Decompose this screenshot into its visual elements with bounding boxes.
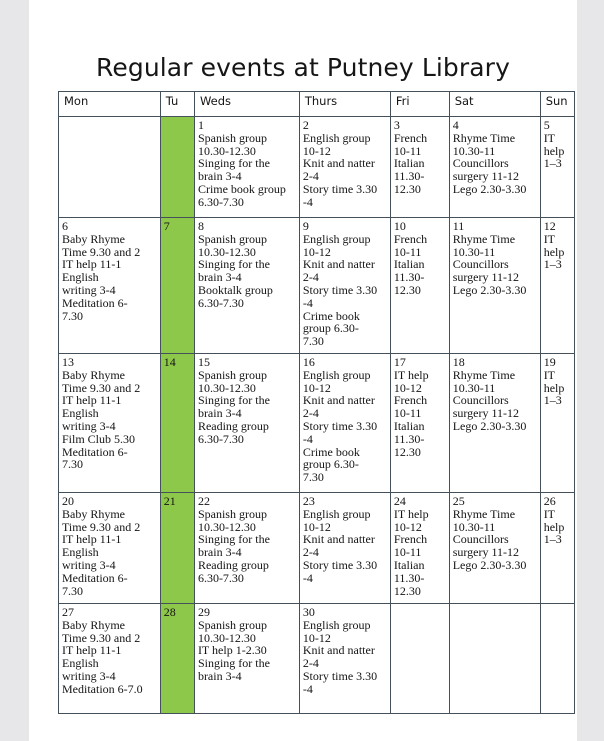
event-line: brain 3-4 (197, 668, 242, 683)
day-cell-tu (160, 117, 194, 218)
event-line: 12.30 (393, 181, 421, 196)
day-number: 15 (197, 355, 210, 369)
event-line: Lego 2.30-3.30 (452, 418, 527, 433)
event-line: 11.30- (393, 270, 425, 285)
event-line: help (543, 143, 565, 158)
day-number: 19 (543, 355, 556, 369)
event-line: Story time 3.30 (302, 418, 378, 433)
day-cell-sat (449, 117, 540, 218)
day-number: 3 (393, 118, 400, 132)
event-line: 12.30 (393, 444, 421, 459)
event-line: English group (302, 367, 371, 382)
event-line: Time 9.30 and 2 (62, 380, 141, 395)
event-line: 11.30- (393, 570, 425, 585)
event-line: Crime book group (197, 181, 286, 196)
day-cell-fri (390, 354, 449, 493)
week-row (59, 117, 575, 218)
event-line: Meditation 6- (62, 444, 128, 459)
poster-page (29, 0, 577, 741)
day-number: 27 (62, 605, 74, 619)
event-line: help (543, 519, 565, 534)
day-number: 24 (393, 494, 406, 508)
event-line: Knit and natter (302, 532, 375, 547)
event-line: 6.30-7.30 (197, 431, 244, 446)
event-line: Meditation 6- (62, 295, 128, 310)
event-line: Singing for the (197, 532, 270, 547)
event-line: 12.30 (393, 583, 421, 598)
day-cell-sun (540, 604, 574, 714)
day-cell-sun (540, 493, 574, 604)
day-number: 10 (393, 219, 406, 233)
event-line: English group (302, 130, 371, 145)
week-row (59, 604, 575, 714)
event-line: Italian (393, 418, 425, 433)
event-line: 7.30 (62, 308, 83, 323)
event-line: 10.30-11 (452, 519, 496, 534)
event-line: Italian (393, 257, 425, 272)
event-line: writing 3-4 (62, 418, 116, 433)
event-line: IT help (393, 506, 429, 521)
day-cell-thurs (299, 354, 390, 493)
event-line: Councillors (452, 393, 509, 408)
event-line: Lego 2.30-3.30 (452, 557, 527, 572)
event-line: Spanish group (197, 367, 267, 382)
event-line: brain 3-4 (197, 270, 242, 285)
event-line: -4 (302, 570, 313, 585)
header-row (59, 92, 575, 117)
day-cell-tu (160, 354, 194, 493)
header-weds: Weds (194, 92, 299, 117)
event-line: IT (543, 506, 556, 521)
day-number: 23 (302, 494, 315, 508)
event-line: writing 3-4 (62, 557, 116, 572)
day-cell-mon (59, 604, 161, 714)
event-line: 10.30-12.30 (197, 630, 256, 645)
event-line: French (393, 231, 428, 246)
header-fri: Fri (390, 92, 449, 117)
event-line: IT help (393, 367, 429, 382)
event-line: Baby Rhyme (62, 367, 125, 382)
event-line: 10-11 (393, 143, 422, 158)
event-line: group 6.30- (302, 457, 359, 472)
day-cell-weds (194, 493, 299, 604)
day-cell-sat (449, 604, 540, 714)
event-line: 11.30- (393, 431, 425, 446)
events-calendar (58, 91, 575, 714)
day-number: 16 (302, 355, 315, 369)
event-line: 10-11 (393, 545, 422, 560)
event-line: English (62, 270, 99, 285)
day-cell-mon (59, 117, 161, 218)
event-line: writing 3-4 (62, 668, 116, 683)
event-line: Italian (393, 156, 425, 171)
day-cell-fri (390, 493, 449, 604)
day-number: 22 (197, 494, 210, 508)
event-line: Councillors (452, 257, 509, 272)
event-line: French (393, 532, 428, 547)
event-line: 10.30-11 (452, 143, 496, 158)
header-sat: Sat (449, 92, 540, 117)
event-line: surgery 11-12 (452, 169, 520, 184)
day-cell-thurs (299, 493, 390, 604)
event-line: Baby Rhyme (62, 231, 125, 246)
event-line: -4 (302, 681, 313, 696)
event-line: writing 3-4 (62, 282, 116, 297)
day-number: 29 (197, 605, 210, 619)
event-line: Knit and natter (302, 156, 375, 171)
event-line: 11.30- (393, 169, 425, 184)
event-line: Spanish group (197, 506, 267, 521)
event-line: English group (302, 231, 371, 246)
week-row (59, 354, 575, 493)
event-line: Rhyme Time (452, 231, 516, 246)
event-line: Meditation 6-7.0 (62, 681, 143, 696)
event-line: Story time 3.30 (302, 557, 378, 572)
event-line: 10-12 (393, 519, 422, 534)
event-line: Singing for the (197, 156, 270, 171)
event-line: surgery 11-12 (452, 545, 520, 560)
header-mon: Mon (59, 92, 161, 117)
day-number: 20 (62, 494, 74, 508)
event-line: Baby Rhyme (62, 506, 125, 521)
event-line: English group (302, 617, 371, 632)
event-line: Knit and natter (302, 643, 375, 658)
event-line: IT (543, 367, 556, 382)
day-number: 12 (543, 219, 556, 233)
day-cell-mon (59, 493, 161, 604)
event-line: brain 3-4 (197, 545, 242, 560)
event-line: Italian (393, 557, 425, 572)
event-line: -4 (302, 431, 313, 446)
day-cell-weds (194, 354, 299, 493)
day-number: 11 (452, 219, 465, 233)
event-line: -4 (302, 194, 313, 209)
event-line: 2-4 (302, 656, 319, 671)
week-row (59, 493, 575, 604)
day-cell-sat (449, 354, 540, 493)
event-line: 10-12 (302, 143, 331, 158)
header-thurs: Thurs (299, 92, 390, 117)
event-line: 10-12 (302, 380, 331, 395)
day-number: 5 (543, 118, 550, 132)
day-cell-weds (194, 604, 299, 714)
event-line: Crime book (302, 308, 360, 323)
day-cell-tu (160, 493, 194, 604)
day-number: 25 (452, 494, 465, 508)
event-line: 12.30 (393, 282, 421, 297)
event-line: 10-11 (393, 244, 422, 259)
event-line: 6.30-7.30 (197, 295, 244, 310)
day-cell-fri (390, 218, 449, 354)
day-number: 6 (62, 219, 68, 233)
event-line: Spanish group (197, 231, 267, 246)
day-cell-tu (160, 604, 194, 714)
day-number: 17 (393, 355, 406, 369)
event-line: Time 9.30 and 2 (62, 519, 141, 534)
event-line: 2-4 (302, 545, 319, 560)
page-title: Regular events at Putney Library (96, 53, 510, 82)
event-line: 10.30-12.30 (197, 143, 256, 158)
event-line: French (393, 130, 428, 145)
event-line: 1–3 (543, 257, 562, 272)
event-line: -4 (302, 295, 313, 310)
event-line: Lego 2.30-3.30 (452, 282, 527, 297)
event-line: 7.30 (62, 457, 83, 472)
event-line: Knit and natter (302, 257, 375, 272)
day-number: 30 (302, 605, 315, 619)
day-cell-thurs (299, 604, 390, 714)
day-number: 18 (452, 355, 465, 369)
event-line: surgery 11-12 (452, 270, 520, 285)
event-line: 10-12 (393, 380, 422, 395)
event-line: IT (543, 130, 556, 145)
event-line: surgery 11-12 (452, 406, 520, 421)
event-line: brain 3-4 (197, 406, 242, 421)
event-line: Lego 2.30-3.30 (452, 181, 527, 196)
event-line: 10-12 (302, 519, 331, 534)
event-line: Singing for the (197, 656, 270, 671)
day-number: 8 (197, 219, 204, 233)
day-number: 1 (197, 118, 204, 132)
day-cell-tu (160, 218, 194, 354)
day-cell-mon (59, 354, 161, 493)
day-number: 21 (163, 494, 176, 508)
day-cell-fri (390, 604, 449, 714)
event-line: 1–3 (543, 532, 562, 547)
event-line: 10.30-11 (452, 244, 496, 259)
event-line: 10.30-12.30 (197, 519, 256, 534)
event-line: 10-12 (302, 630, 331, 645)
event-line: Singing for the (197, 257, 270, 272)
event-line: French (393, 393, 428, 408)
day-number: 4 (452, 118, 459, 132)
event-line: group 6.30- (302, 321, 359, 336)
day-cell-sun (540, 117, 574, 218)
event-line: Time 9.30 and 2 (62, 244, 141, 259)
event-line: help (543, 380, 565, 395)
event-line: Councillors (452, 156, 509, 171)
day-cell-thurs (299, 218, 390, 354)
day-cell-sun (540, 354, 574, 493)
day-cell-sat (449, 218, 540, 354)
day-cell-weds (194, 218, 299, 354)
day-cell-sat (449, 493, 540, 604)
event-line: IT help 11-1 (62, 532, 122, 547)
day-number: 14 (163, 355, 176, 369)
event-line: Time 9.30 and 2 (62, 630, 141, 645)
event-line: Story time 3.30 (302, 181, 378, 196)
event-line: Story time 3.30 (302, 282, 378, 297)
event-line: 10.30-12.30 (197, 244, 256, 259)
day-number: 13 (62, 355, 74, 369)
event-line: Story time 3.30 (302, 668, 378, 683)
day-cell-weds (194, 117, 299, 218)
event-line: Knit and natter (302, 393, 375, 408)
event-line: 10-11 (393, 406, 422, 421)
day-number: 2 (302, 118, 309, 132)
header-tu: Tu (160, 92, 194, 117)
event-line: brain 3-4 (197, 169, 242, 184)
header-sun: Sun (540, 92, 574, 117)
event-line: IT help 11-1 (62, 643, 122, 658)
event-line: Booktalk group (197, 282, 273, 297)
event-line: 10-12 (302, 244, 331, 259)
event-line: Meditation 6- (62, 570, 128, 585)
event-line: 1–3 (543, 393, 562, 408)
event-line: Crime book (302, 444, 360, 459)
event-line: IT help 11-1 (62, 393, 122, 408)
event-line: 7.30 (302, 470, 324, 485)
day-cell-fri (390, 117, 449, 218)
event-line: IT help 11-1 (62, 257, 122, 272)
event-line: Film Club 5.30 (62, 431, 136, 446)
event-line: IT help 1-2.30 (197, 643, 267, 658)
event-line: 1–3 (543, 156, 562, 171)
event-line: 7.30 (62, 583, 83, 598)
event-line: 7.30 (302, 334, 324, 349)
event-line: Singing for the (197, 393, 270, 408)
event-line: 6.30-7.30 (197, 570, 244, 585)
event-line: Spanish group (197, 617, 267, 632)
event-line: 2-4 (302, 270, 319, 285)
event-line: English (62, 545, 99, 560)
event-line: 2-4 (302, 406, 319, 421)
day-number: 7 (163, 219, 170, 233)
event-line: Reading group (197, 557, 269, 572)
event-line: Rhyme Time (452, 506, 516, 521)
week-row (59, 218, 575, 354)
day-cell-mon (59, 218, 161, 354)
event-line: Baby Rhyme (62, 617, 125, 632)
event-line: Rhyme Time (452, 367, 516, 382)
event-line: English (62, 656, 99, 671)
day-cell-sun (540, 218, 574, 354)
day-number: 9 (302, 219, 309, 233)
event-line: Reading group (197, 418, 269, 433)
event-line: 10.30-11 (452, 380, 496, 395)
event-line: 2-4 (302, 169, 319, 184)
event-line: 10.30-12.30 (197, 380, 256, 395)
event-line: Councillors (452, 532, 509, 547)
event-line: Spanish group (197, 130, 267, 145)
event-line: English (62, 406, 99, 421)
event-line: help (543, 244, 565, 259)
day-cell-thurs (299, 117, 390, 218)
event-line: 6.30-7.30 (197, 194, 244, 209)
event-line: English group (302, 506, 371, 521)
day-number: 28 (163, 605, 176, 619)
event-line: IT (543, 231, 556, 246)
day-number: 26 (543, 494, 556, 508)
event-line: Rhyme Time (452, 130, 516, 145)
